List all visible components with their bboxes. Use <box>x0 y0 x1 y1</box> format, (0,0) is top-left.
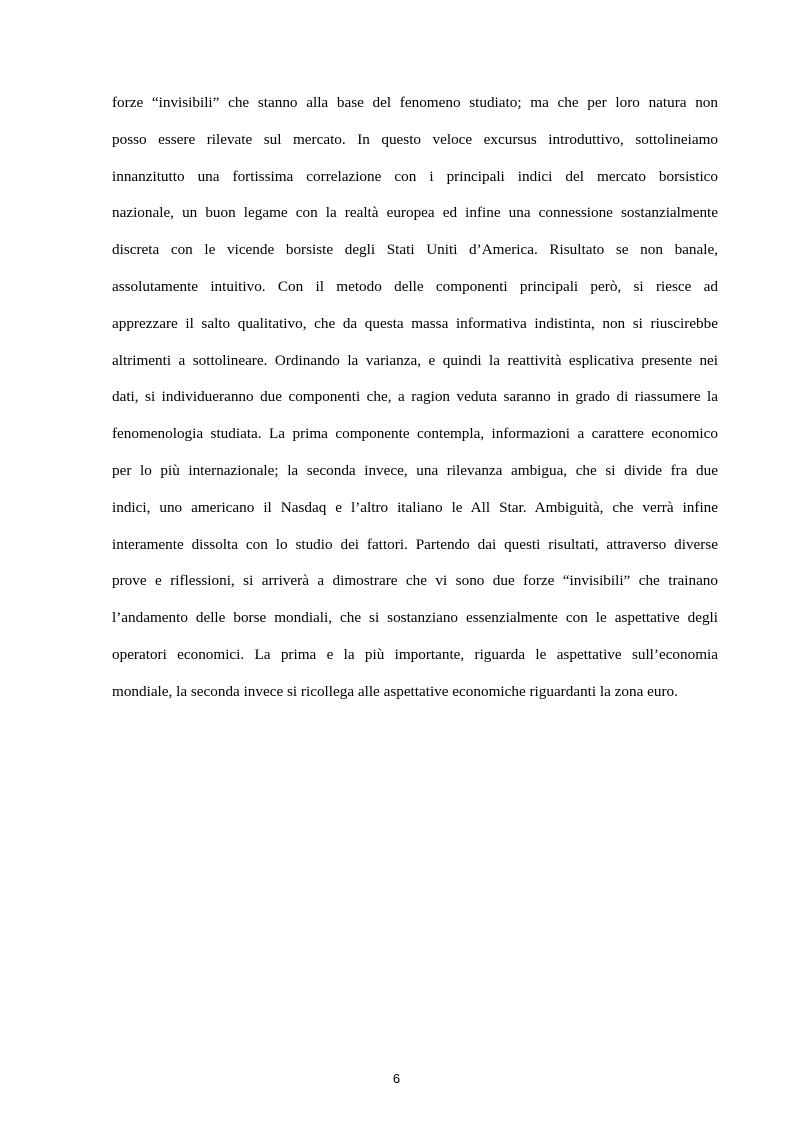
paragraph-line: l’andamento delle borse mondiali, che si sostanziano essenzialmente con le aspettative degli <box>112 609 718 627</box>
paragraph-line: assolutamente intuitivo. Con il metodo delle componenti principali però, si riesce ad <box>112 277 718 295</box>
page-number: 6 <box>392 1071 401 1086</box>
paragraph-line: discreta con le vicende borsiste degli Stati Uniti d’America. Risultato se non banale, <box>112 241 718 259</box>
paragraph-line: mondiale, la seconda invece si ricollega alle aspettative economiche riguardanti la zona euro. <box>112 682 678 700</box>
paragraph-line: prove e riflessioni, si arriverà a dimostrare che vi sono due forze “invisibili” che trainano <box>112 572 718 590</box>
paragraph-line: altrimenti a sottolineare. Ordinando la varianza, e quindi la reattività esplicativa presente nei <box>112 351 718 369</box>
paragraph-line: apprezzare il salto qualitativo, che da questa massa informativa indistinta, non si riuscirebbe <box>112 314 718 332</box>
paragraph-line: interamente dissolta con lo studio dei fattori. Partendo dai questi risultati, attraverso diverse <box>112 535 718 553</box>
paragraph-line: forze “invisibili” che stanno alla base del fenomeno studiato; ma che per loro natura non <box>112 94 718 111</box>
body-paragraph <box>112 88 718 714</box>
paragraph-line: nazionale, un buon legame con la realtà europea ed infine una connessione sostanzialmente <box>112 204 718 222</box>
paragraph-line: indici, uno americano il Nasdaq e l’altro italiano le All Star. Ambiguità, che verrà infine <box>112 498 718 516</box>
paragraph-line: per lo più internazionale; la seconda invece, una rilevanza ambigua, che si divide fra due <box>112 461 718 479</box>
paragraph-line: posso essere rilevate sul mercato. In questo veloce excursus introduttivo, sottolineiamo <box>112 130 718 148</box>
paragraph-line: dati, si individueranno due componenti che, a ragion veduta saranno in grado di riassumere la <box>112 388 718 406</box>
paragraph-line: innanzitutto una fortissima correlazione con i principali indici del mercato borsistico <box>112 167 718 185</box>
paragraph-line: operatori economici. La prima e la più importante, riguarda le aspettative sull’economia <box>112 645 718 663</box>
paragraph-line: fenomenologia studiata. La prima componente contempla, informazioni a carattere economico <box>112 425 718 443</box>
